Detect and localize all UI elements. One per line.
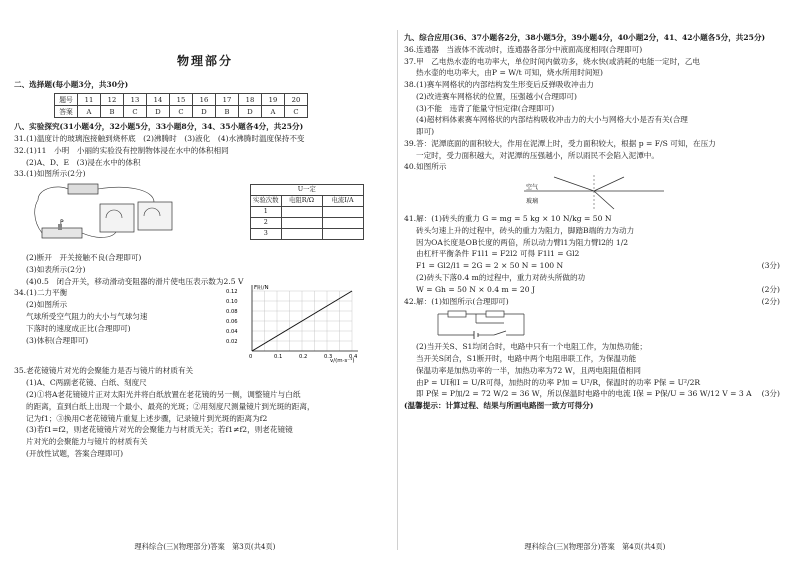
q33-answer-4: (4)0.5 闭合开关，移动滑动变阻器的滑片使电压表示数为2.5 V [26,276,244,286]
q34-answer-4: 下落时的速度成正比(合理即可) [26,323,131,333]
force-speed-graph [224,285,374,363]
section-9-heading: 九、综合应用(36、37小题各2分，38小题5分，39小题4分，40小题2分，41、42小题各5分，共25分) [404,33,766,42]
q34-block [14,287,396,365]
q38-answer-3: (3)不能 违背了能量守恒定律(合理即可) [416,103,555,113]
q41-answer-5: F1 = Gl2/l1 = 2G = 2 × 50 N = 100 N (3分) [404,260,786,272]
answer-table-cell: 14 [147,94,170,106]
q41-answer-3: 因为OA长度是OB长度的两倍，所以动力臂l1为阻力臂l2的 1/2 [416,237,629,247]
q35-answer-8: (开放性试题，答案合理即可) [26,448,124,458]
q37-answer: 37.甲 乙电热水壶的电功率大，单位时间内做功多，烧水快(或消耗的电能一定时，乙电 [404,56,701,66]
answer-table-cell: D [239,106,262,118]
answer-table-cell: B [216,106,239,118]
q42-answer: 42.解：(1)如图所示(合理即可) (2分) [404,296,786,308]
left-column [14,0,396,562]
y-tick-label: 0.12 [226,289,238,296]
answer-table-cell: B [101,106,124,118]
page-footer-left: 理科综合(三)(物理部分)答案 第3页(共4页) [134,541,276,551]
q41-answer-6: (2)砖头下落0.4 m的过程中，重力对砖头所做的功 [416,273,586,283]
q37-answer-2: 热水壶的电功率大，由P = W/t 可知，烧水所用时间短) [416,68,603,78]
q34-answer-3: 气球所受空气阻力的大小与气球匀速 [26,312,148,322]
q34-answer-2: (2)如图所示 [26,300,68,310]
exp-table-header: 电阻R/Ω [281,196,322,207]
q33-answer-2: (2)断开 开关接触不良(合理即可) [26,253,142,263]
exp-table-cell: 2 [251,218,282,229]
svg-text:P: P [60,219,64,227]
experiment-table-wrap [250,184,364,240]
q34-answer-5: (3)体积(合理即可) [26,335,89,345]
q42-answer-5: 由P = UI和I = U/R可得，加热时的功率 P加 = U²/R，保温时的功率 P保 = U²/2R [416,377,701,387]
exp-table-cell: 3 [251,229,282,240]
q40-figure [404,173,786,213]
q38-answer-4: (4)超材料体素赛车网格状的内部结构吸收冲击力的大小与网格大小是否有关(合理 [416,115,688,125]
score-label: (3分) [761,389,780,399]
q42-answer-3: 当开关S闭合，S1断开时，电路中两个电阻串联工作，为保温功能 [416,354,637,364]
q36-answer: 36.连通器 当液体不流动时，连通器各部分中液面高度相同(合理即可) [404,44,643,54]
q35-answer-6: (3)若f1=f2，则老花镜镜片对光的会聚能力与材质无关；若f1≠f2，则老花镜镜 [26,425,293,435]
q42-answer-6: 即 P保 = P加/2 = 72 W/2 = 36 W，所以保温时电路中的电流 I保 = P保/U = 36 W/12 V = 3 A (3分) [404,388,786,400]
x-tick-label: 0.3 [324,354,333,361]
answer-table-cell: D [193,106,216,118]
q38-answer-2: (2)改进赛车网格状的位置，压强越小(合理即可) [416,91,577,101]
score-label: (2分) [761,284,780,294]
q41-answer: 41.解：(1)砖头的重力 G = mg = 5 kg × 10 N/kg = 50 N [404,214,612,224]
exp-table-caption: U一定 [251,185,364,196]
q38-answer: 38.(1)赛车网格状的内部结构发生形变后反弹吸收冲击力 [404,80,594,90]
q35-answer: 35.老花镜镜片对光的会聚能力是否与镜片的材质有关 [14,366,194,376]
answer-table-cell: 题号 [55,94,78,106]
answer-table-cell: 12 [101,94,124,106]
answer-table-cell: 13 [124,94,147,106]
score-label: (3分) [761,261,780,271]
circuit-diagram [28,180,188,250]
q35-answer-2: (1)A、C两副老花镜、白纸、刻度尺 [26,378,147,388]
y-tick-label: 0.04 [226,329,238,336]
exp-table-header: 电流I/A [322,196,363,207]
refraction-diagram [514,173,714,213]
answer-table-cell: C [285,106,308,118]
q39-answer: 39.答：泥潭底面的面积较大，作用在泥潭上时，受力面积较大，根据 p = F/S 可知，在压力 [404,138,716,148]
scoring-note: (温馨提示：计算过程、结果与所画电路图一致方可得分) [404,401,594,411]
page-footer-right: 理科综合(三)(物理部分)答案 第4页(共4页) [524,541,666,551]
q31-answer: 31.(1)温度计的玻璃泡接触到烧杯底 (2)沸腾时 (3)液化 (4)水沸腾时温度保持不变 [14,134,305,144]
q41-answer-4: 由杠杆平衡条件 F1l1 = F2l2 可得 F1l1 = Gl2 [416,249,580,259]
x-tick-label: 0.2 [299,354,308,361]
x-tick-label: 0 [249,354,253,361]
y-tick-label: 0.10 [226,299,238,306]
y-axis-label: F阻/N [254,285,269,292]
x-axis-label: v/(m·s⁻¹) [330,358,355,364]
answer-table-cell: 19 [262,94,285,106]
answer-table-cell: 11 [78,94,101,106]
answer-table-cell: 18 [239,94,262,106]
q33-answer: 33.(1)如图所示(2分) [14,169,86,179]
q32-answer-2: (2)A、D、E (3)浸在水中的体积 [26,157,141,167]
answer-table [54,93,308,118]
fig40-label-glass: 玻璃 [526,198,539,206]
answer-table-cell: 答案 [55,106,78,118]
answer-table-cell: C [124,106,147,118]
answer-table-cell: 16 [193,94,216,106]
q42-answer-4: 保温功率是加热功率的一半，加热功率为72 W，且两电阻阻值相同 [416,365,641,375]
section-8-heading: 八、实验探究(31小题4分，32小题5分，33小题8分，34、35小题各4分，共25分) [14,122,304,132]
answer-table-cell: 17 [216,94,239,106]
answer-table-cell: A [262,106,285,118]
x-tick-label: 0.1 [274,354,283,361]
q42-figure [404,307,786,341]
q38-answer-5: 即可) [416,127,435,137]
circuit-diagram-q42 [434,307,544,341]
q35-answer-4: 的距离，直到白纸上出现一个最小、最亮的光斑；②用刻度尺测量镜片到光斑的距离， [26,401,315,411]
fig40-label-air: 空气 [526,184,539,192]
q34-answer: 34.(1)二力平衡 [14,288,68,298]
q32-answer: 32.(1)11 小明 小丽的实验没有控制物体浸在水中的体积相同 [14,145,229,155]
answer-table-cell: 15 [170,94,193,106]
q33-answer-3: (3)如表所示(2分) [26,264,86,274]
right-column [404,0,786,562]
exp-table-header: 实验次数 [251,196,282,207]
q42-answer-2: (2)当开关S、S1均闭合时，电路中只有一个电阻工作，为加热功能； [416,342,648,352]
q41-answer-2: 砖头匀速上升的过程中，砖头的重力为阻力，脚踏B端的力为动力 [416,225,635,235]
q41-answer-7: W = Gh = 50 N × 0.4 m = 20 J (2分) [404,284,786,296]
column-divider [397,30,398,550]
q33-figure [14,180,396,252]
section-2-heading: 二、选择题(每小题3分，共30分) [14,79,129,89]
page-title: 物理部分 [176,54,233,68]
answer-table-cell: 20 [285,94,308,106]
answer-table-cell: C [170,106,193,118]
y-tick-label: 0.02 [226,339,238,346]
q35-answer-3: (2)①将A老花镜镜片正对太阳光并将白纸放置在老花镜的另一侧，调整镜片与白纸 [26,390,301,400]
q35-answer-7: 片对光的会聚能力与镜片的材质有关 [26,437,148,447]
exp-table-cell: 1 [251,207,282,218]
answer-table-cell: A [78,106,101,118]
score-label: (2分) [761,296,780,306]
q40-answer: 40.如图所示 [404,162,447,172]
experiment-table [250,184,364,240]
q35-answer-5: 记为f1；③换用C老花镜镜片重复上述步骤，记录镜片到光斑的距离为f2 [26,413,268,423]
y-tick-label: 0.08 [226,309,238,316]
answer-table-cell: D [147,106,170,118]
q39-answer-2: 一定时，受力面积越大，对泥潭的压强越小，所以雨民不会陷入泥潭中。 [416,150,659,160]
y-tick-label: 0.06 [226,319,238,326]
x-tick-label: 0.4 [349,354,358,361]
